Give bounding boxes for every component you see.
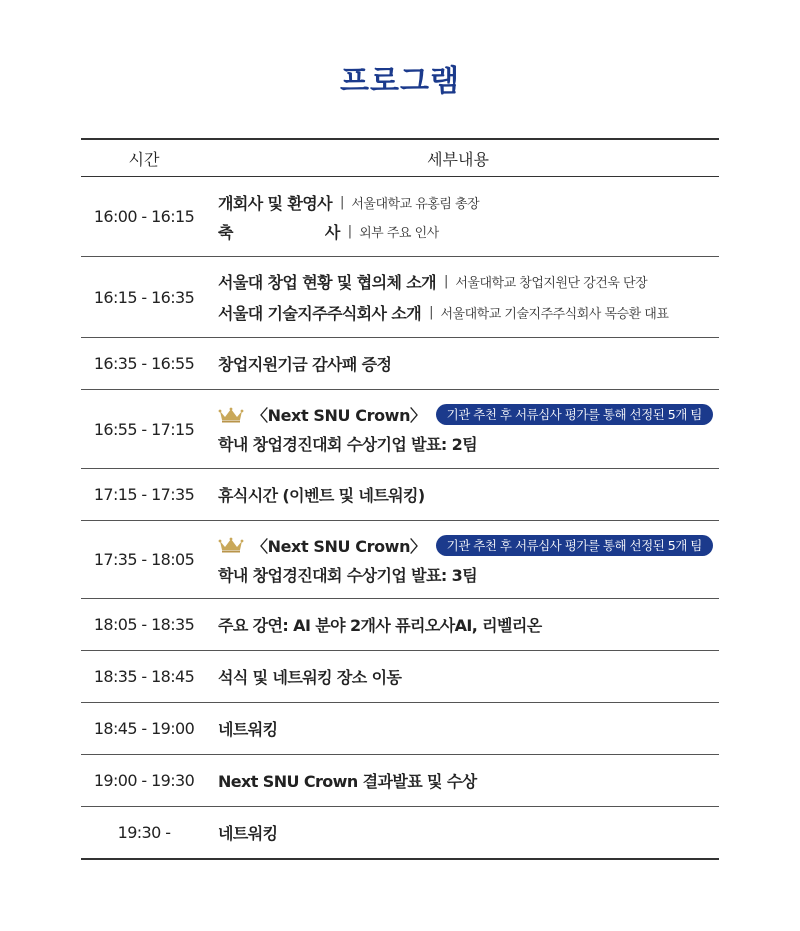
header-time: 시간: [128, 149, 160, 169]
row-title: 휴식시간 (이벤트 및 네트워킹): [218, 486, 425, 505]
row-time: 17:35 - 18:05: [93, 550, 195, 569]
table-row: [81, 807, 719, 860]
row-detail: [207, 613, 719, 636]
program-name: 〈Next SNU Crown〉: [252, 406, 426, 425]
row-title: 네트워킹: [218, 824, 278, 843]
row-detail: [207, 717, 719, 740]
row-speaker: 서울대학교 기술지주주식회사 목승환 대표: [440, 307, 669, 322]
table-row: [81, 703, 719, 755]
table-row: [81, 469, 719, 521]
program-table: [81, 138, 719, 860]
selection-badge: 기관 추천 후 서류심사 평가를 통해 선정된 5개 팀: [436, 535, 713, 556]
table-row: [81, 177, 719, 257]
header-detail: 세부내용: [427, 149, 489, 169]
separator: |: [347, 223, 353, 239]
row-time: 16:00 - 16:15: [93, 207, 195, 226]
row-title: 개회사 및 환영사: [218, 193, 332, 213]
row-title: 학내 창업경진대회 수상기업 발표: 3팀: [218, 565, 478, 585]
table-row: [81, 338, 719, 390]
page-title: 프로그램: [340, 64, 460, 99]
row-time: 19:30 -: [117, 823, 171, 842]
row-speaker: 서울대학교 창업지원단 강건욱 단장: [455, 276, 648, 291]
row-title: 학내 창업경진대회 수상기업 발표: 2팀: [218, 435, 478, 454]
row-title: 서울대 기술지주주식회사 소개: [218, 304, 422, 323]
row-time: 18:35 - 18:45: [93, 667, 195, 686]
row-detail: [207, 534, 719, 586]
row-title: 창업지원기금 감사패 증정: [218, 355, 392, 374]
row-detail: [207, 403, 719, 455]
row-title: 석식 및 네트워킹 장소 이동: [218, 668, 402, 687]
row-speaker: 외부 주요 인사: [359, 225, 439, 241]
row-time: 16:55 - 17:15: [93, 419, 195, 439]
program-name: 〈Next SNU Crown〉: [252, 536, 426, 556]
row-title: 네트워킹: [218, 720, 278, 739]
selection-badge: 기관 추천 후 서류심사 평가를 통해 선정된 5개 팀: [436, 404, 713, 425]
crown-icon: [218, 407, 244, 423]
row-time: 16:15 - 16:35: [93, 287, 195, 307]
row-title-part: 사: [324, 222, 340, 242]
table-row: [81, 599, 719, 651]
row-title: 서울대 창업 현황 및 협의체 소개: [218, 273, 436, 292]
row-detail: [207, 821, 719, 844]
crown-icon: [218, 537, 244, 553]
row-speaker: 서울대학교 유홍림 총장: [351, 196, 480, 212]
row-title: 주요 강연: AI 분야 2개사 퓨리오사AI, 리벨리온: [218, 616, 542, 635]
row-detail: [207, 665, 719, 688]
row-time: 19:00 - 19:30: [93, 771, 195, 790]
row-title: Next SNU Crown 결과발표 및 수상: [218, 772, 477, 791]
separator: |: [443, 274, 449, 289]
row-time: 17:15 - 17:35: [93, 485, 195, 504]
table-row: [81, 755, 719, 807]
table-row: [81, 257, 719, 338]
row-title-part: 축: [218, 222, 233, 242]
row-time: 16:35 - 16:55: [93, 354, 195, 373]
row-detail: [207, 270, 719, 324]
separator: |: [339, 194, 345, 210]
row-detail: [207, 191, 719, 243]
row-detail: [207, 352, 719, 375]
row-detail: [207, 483, 719, 506]
separator: |: [429, 305, 434, 320]
table-row: [81, 651, 719, 703]
row-time: 18:45 - 19:00: [93, 719, 195, 738]
row-detail: [207, 769, 719, 792]
table-row: [81, 390, 719, 469]
row-time: 18:05 - 18:35: [93, 615, 195, 634]
table-row: [81, 521, 719, 599]
table-header: [81, 140, 719, 177]
